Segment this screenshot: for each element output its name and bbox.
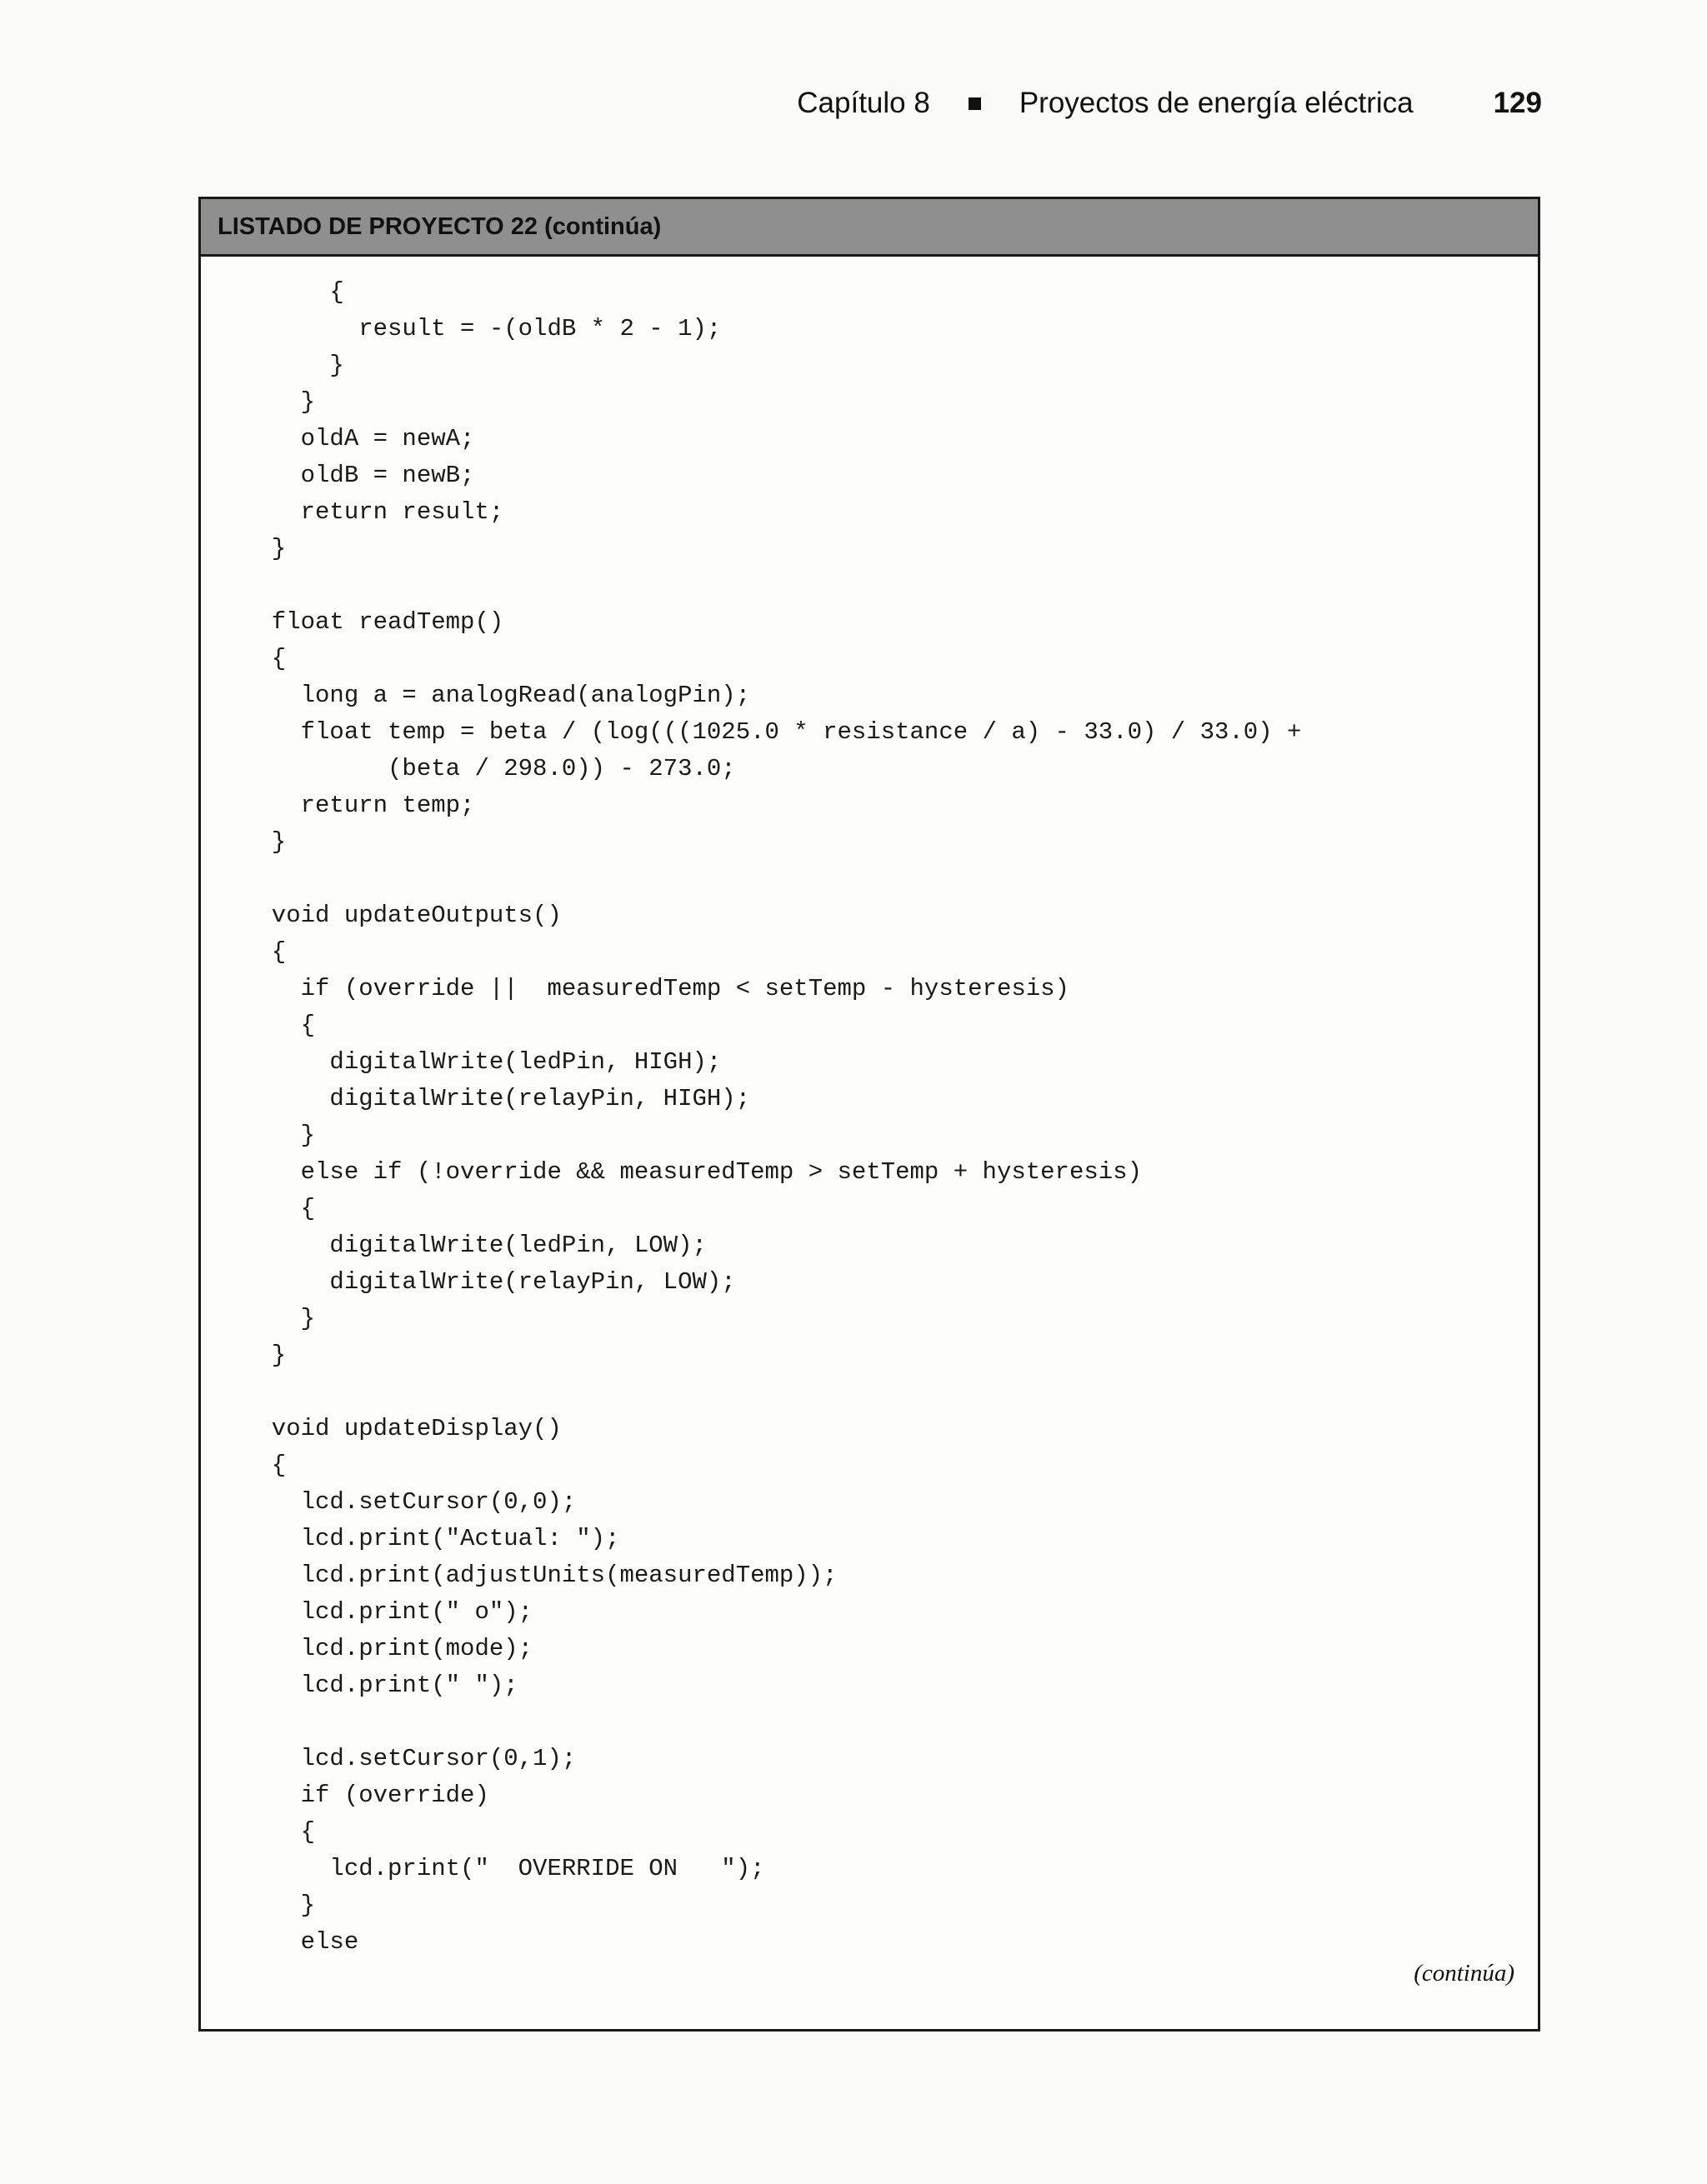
- code-line: float temp = beta / (log(((1025.0 * resistance / a) - 33.0) / 33.0) +: [243, 718, 1302, 746]
- code-line: digitalWrite(ledPin, LOW);: [243, 1232, 707, 1259]
- continues-label: (continúa): [1414, 1960, 1514, 1987]
- running-head: [797, 87, 1542, 120]
- code-line: digitalWrite(relayPin, HIGH);: [243, 1085, 751, 1112]
- code-line: oldA = newA;: [243, 425, 475, 452]
- code-line: [243, 1374, 1301, 1411]
- code-line: result = -(oldB * 2 - 1);: [243, 315, 722, 342]
- code-line: {: [243, 278, 344, 306]
- page-number: 129: [1493, 87, 1542, 119]
- code-line: lcd.print(" OVERRIDE ON ");: [243, 1855, 765, 1882]
- code-line: long a = analogRead(analogPin);: [243, 682, 751, 709]
- listing-title: LISTADO DE PROYECTO 22 (continúa): [201, 199, 1538, 257]
- code-line: lcd.setCursor(0,0);: [243, 1488, 577, 1516]
- code-line: (beta / 298.0)) - 273.0;: [243, 755, 736, 782]
- code-line: [243, 567, 1301, 604]
- code-line: {: [243, 645, 287, 672]
- code-line: {: [243, 1452, 287, 1479]
- separator-square-icon: [969, 97, 981, 110]
- code-line: [243, 1704, 1301, 1741]
- code-line: void updateOutputs(): [243, 902, 562, 929]
- code-line: }: [243, 1342, 287, 1369]
- code-line: lcd.print("Actual: ");: [243, 1525, 620, 1552]
- code-line: }: [243, 1305, 316, 1332]
- code-line: if (override): [243, 1782, 489, 1809]
- code-line: digitalWrite(relayPin, LOW);: [243, 1268, 736, 1296]
- code-line: }: [243, 388, 316, 416]
- code-line: void updateDisplay(): [243, 1415, 562, 1442]
- chapter-label: Capítulo 8: [797, 87, 930, 119]
- code-listing-box: [198, 197, 1540, 2032]
- section-title: Proyectos de energía eléctrica: [1019, 87, 1414, 119]
- code-line: }: [243, 828, 287, 856]
- code-line: lcd.print(" o");: [243, 1598, 533, 1626]
- code-line: return result;: [243, 498, 504, 526]
- code-line: if (override || measuredTemp < setTemp - hysteresis): [243, 975, 1069, 1002]
- code-line: digitalWrite(ledPin, HIGH);: [243, 1048, 722, 1076]
- code-line: return temp;: [243, 792, 475, 819]
- code-line: else if (!override && measuredTemp > setTemp + hysteresis): [243, 1158, 1142, 1186]
- code-line: {: [243, 938, 287, 966]
- code-line: oldB = newB;: [243, 462, 475, 489]
- code-line: {: [243, 1818, 316, 1846]
- code-line: [243, 861, 1301, 897]
- code-line: }: [243, 1892, 316, 1919]
- code-line: {: [243, 1195, 316, 1222]
- code-line: lcd.print(" ");: [243, 1672, 518, 1699]
- code-line: {: [243, 1012, 316, 1039]
- code-line: }: [243, 1122, 316, 1149]
- code-line: }: [243, 535, 287, 562]
- code-block: [243, 274, 1301, 1961]
- code-line: lcd.setCursor(0,1);: [243, 1745, 577, 1772]
- code-line: }: [243, 352, 344, 379]
- code-line: lcd.print(adjustUnits(measuredTemp));: [243, 1562, 838, 1589]
- code-line: else: [243, 1928, 359, 1956]
- code-line: lcd.print(mode);: [243, 1635, 533, 1662]
- code-line: float readTemp(): [243, 608, 504, 636]
